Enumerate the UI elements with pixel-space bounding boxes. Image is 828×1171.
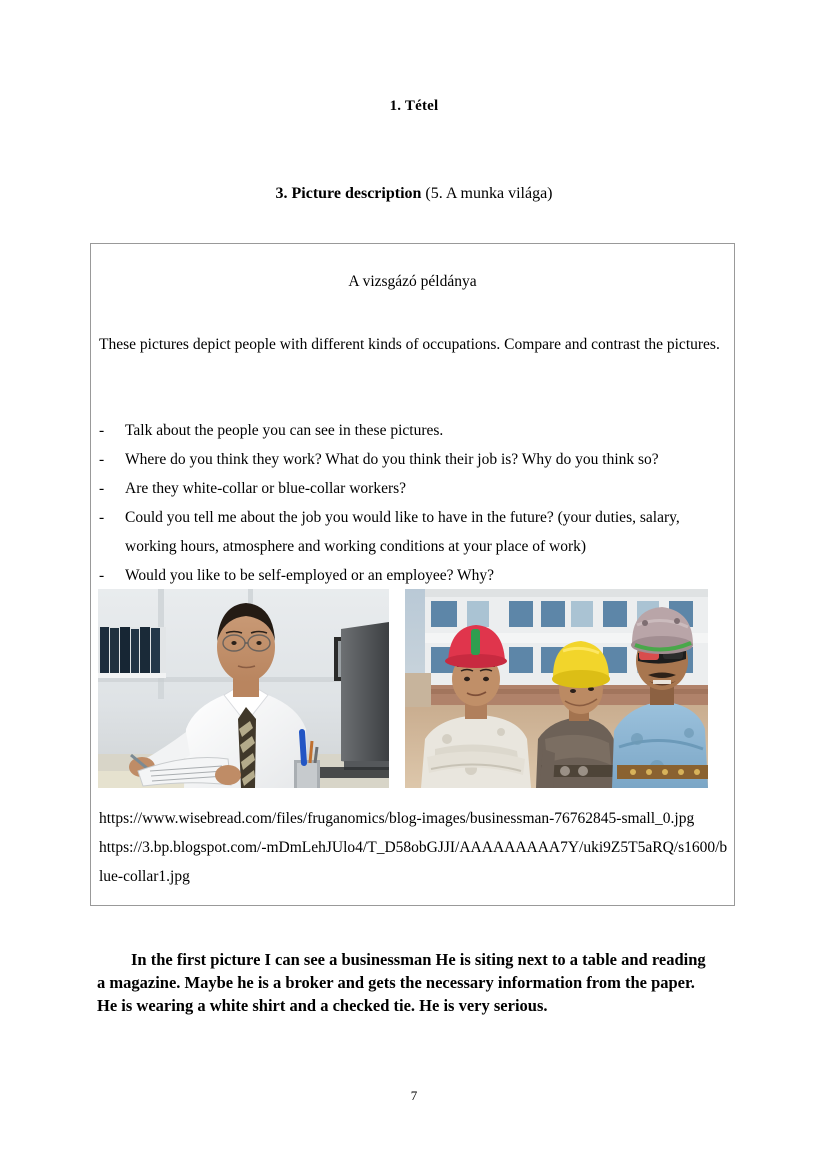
task-box [90,243,735,906]
source-url: https://www.wisebread.com/files/fruganomics/blog-images/businessman-76762845-small_0.jpg [99,810,695,827]
dash-bullet-icon: - [99,480,105,497]
source-url: https://3.bp.blogspot.com/-mDmLehJUlo4/T_D58obGJJI/AAAAAAAAA7Y/uki9Z5T5aRQ/s1600/blue-collar1.jpg [99,839,728,885]
dash-bullet-icon: - [99,422,105,439]
dash-bullet-icon: - [99,509,105,526]
page-number: 7 [410,1088,418,1103]
businessman-photo-graphic [98,589,389,788]
construction-workers-photo-graphic [405,589,708,788]
section-heading-plain: (5. A munka világa) [421,185,553,202]
list-item [99,445,731,474]
construction-workers-photo [405,589,708,788]
photo-row [98,589,716,788]
section-heading-bold: 3. Picture description [275,185,422,202]
list-item [99,416,731,445]
task-instructions: These pictures depict people with different kinds of occupations. Compare and contrast the pictures. [99,336,720,353]
list-item-label: Are they white-collar or blue-collar workers? [125,480,407,497]
list-item-label: Where do you think they work? What do you think their job is? Why do you think so? [125,451,659,468]
list-item-label: Could you tell me about the job you would like to have in the future? (your duties, salary, working hours, atmosphere and working conditions at your place of work) [125,509,680,555]
dash-bullet-icon: - [99,567,105,584]
image-source-urls [99,804,729,891]
list-item-label: Talk about the people you can see in these pictures. [125,422,444,439]
list-item-label: Would you like to be self-employed or an employee? Why? [125,567,495,584]
list-item [99,474,731,503]
page-title: 1. Tétel [389,98,439,114]
section-heading [0,185,828,203]
student-answer-text: In the first picture I can see a businessman He is siting next to a table and reading a magazine. Maybe he is a broker and gets the necessary information from the paper. He is wearing a white shirt and a checked tie. He is very serious. [97,950,706,1015]
task-box-heading: A vizsgázó példánya [348,273,477,290]
dash-bullet-icon: - [99,451,105,468]
businessman-photo [98,589,389,788]
list-item [99,503,731,561]
task-question-list [99,416,731,590]
list-item [99,561,731,590]
